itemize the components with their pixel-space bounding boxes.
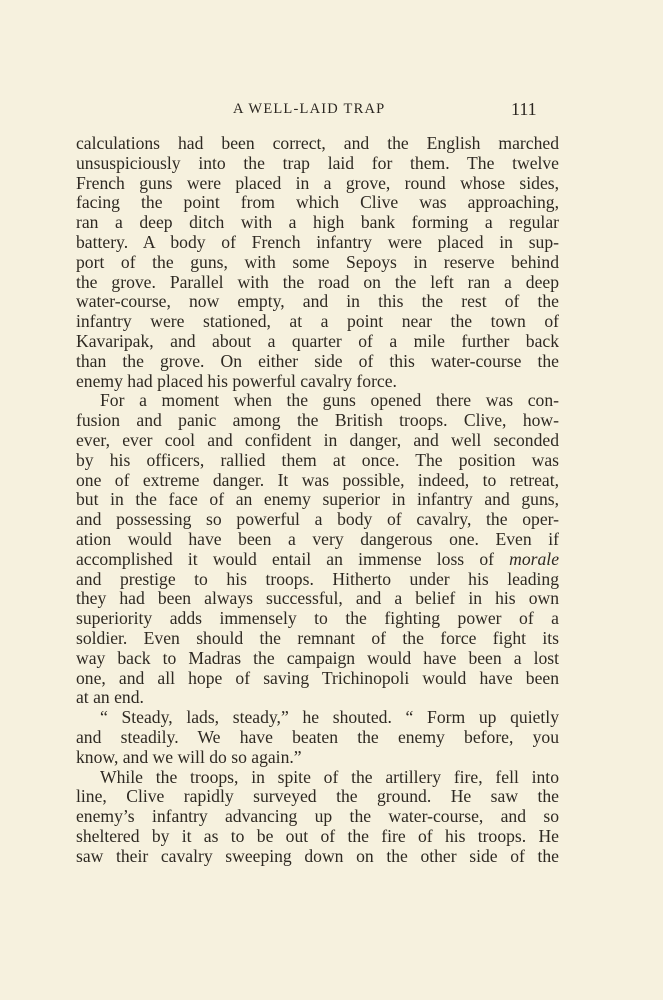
text-line: French guns were placed in a grove, round whose sides, bbox=[76, 172, 559, 193]
text-line: ation would have been a very dangerous one. Even if bbox=[76, 528, 559, 549]
text-line: For a moment when the guns opened there was con- bbox=[100, 390, 559, 411]
text-line: water-course, now empty, and in this the rest of the bbox=[76, 291, 559, 312]
text-line: know, and we will do so again.” bbox=[76, 746, 302, 767]
text-line: ever, ever cool and confident in danger, and well seconded bbox=[76, 429, 559, 450]
text-line: and possessing so powerful a body of cavalry, the oper- bbox=[76, 509, 559, 530]
text-line: fusion and panic among the British troops. Clive, how- bbox=[76, 410, 559, 431]
text-line: one of extreme danger. It was possible, indeed, to retreat, bbox=[76, 469, 559, 490]
text-line: While the troops, in spite of the artillery fire, fell into bbox=[100, 766, 559, 787]
text-line: and steadily. We have beaten the enemy before, you bbox=[76, 726, 559, 747]
text-line: soldier. Even should the remnant of the force fight its bbox=[76, 627, 559, 648]
text-line: and prestige to his troops. Hitherto under his leading bbox=[76, 568, 559, 589]
text-line: saw their cavalry sweeping down on the other side of the bbox=[76, 845, 559, 866]
text-line-with-italic bbox=[76, 550, 559, 570]
text-line: Kavaripak, and about a quarter of a mile further back bbox=[76, 330, 559, 351]
text-line: enemy’s infantry advancing up the water-course, and so bbox=[76, 806, 559, 827]
running-head-title: A WELL-LAID TRAP bbox=[233, 101, 386, 117]
text-line: by his officers, rallied them at once. The position was bbox=[76, 449, 559, 470]
text-line: battery. A body of French infantry were placed in sup- bbox=[76, 231, 559, 252]
text-line: infantry were stationed, at a point near the town of bbox=[76, 311, 559, 332]
text-line: they had been always successful, and a belief in his own bbox=[76, 588, 559, 609]
page-number: 111 bbox=[511, 99, 537, 119]
text-line: the grove. Parallel with the road on the left ran a deep bbox=[76, 271, 559, 292]
running-head bbox=[0, 101, 663, 121]
text-line: enemy had placed his powerful cavalry force. bbox=[76, 370, 397, 391]
text-line: but in the face of an enemy superior in infantry and guns, bbox=[76, 489, 559, 510]
text-line: sheltered by it as to be out of the fire of his troops. He bbox=[76, 825, 559, 846]
text-line: than the grove. On either side of this water-course the bbox=[76, 350, 559, 371]
text-line: unsuspiciously into the trap laid for them. The twelve bbox=[76, 152, 559, 173]
text-line: calculations had been correct, and the English marched bbox=[76, 133, 559, 153]
text-line: port of the guns, with some Sepoys in reserve behind bbox=[76, 251, 559, 272]
text-line: line, Clive rapidly surveyed the ground. He saw the bbox=[76, 786, 559, 807]
text-line: facing the point from which Clive was approaching, bbox=[76, 192, 559, 213]
text-fragment: accomplished it would entail an immense loss of bbox=[76, 548, 510, 569]
text-line: at an end. bbox=[76, 687, 144, 708]
italic-word: morale bbox=[509, 548, 559, 569]
text-line: one, and all hope of saving Trichinopoli would have been bbox=[76, 667, 559, 688]
body-text bbox=[76, 134, 559, 866]
text-line: ran a deep ditch with a high bank forming a regular bbox=[76, 212, 559, 233]
text-line: way back to Madras the campaign would have been a lost bbox=[76, 647, 559, 668]
text-line: “ Steady, lads, steady,” he shouted. “ Form up quietly bbox=[100, 707, 559, 728]
text-line: superiority adds immensely to the fighting power of a bbox=[76, 608, 559, 629]
